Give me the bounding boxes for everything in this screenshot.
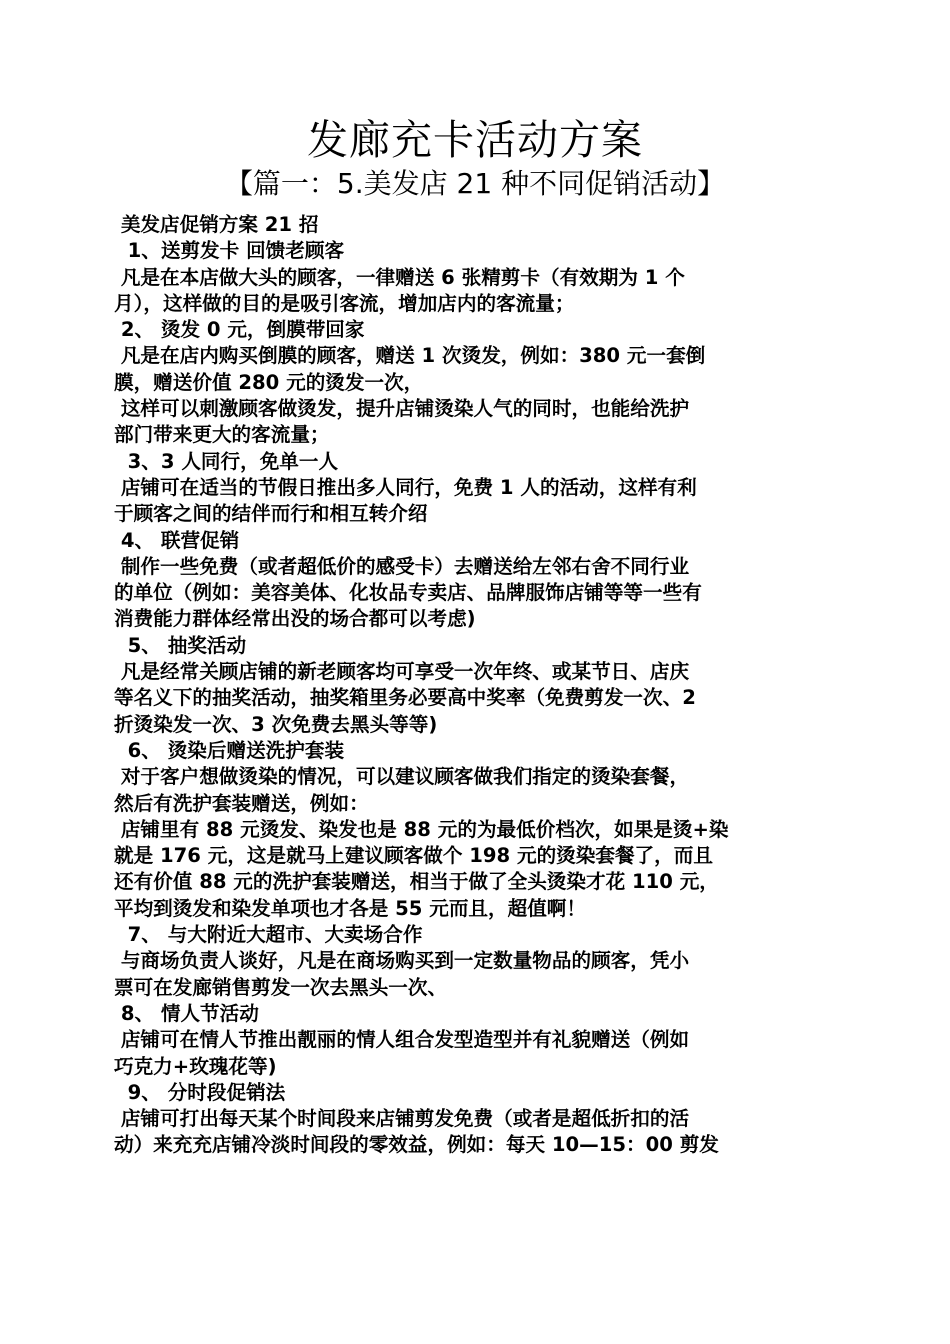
body-line: 巧克力+玫瑰花等)	[114, 1054, 277, 1078]
body-line: 凡是在店内购买倒膜的顾客，赠送 1 次烫发，例如：380 元一套倒	[114, 344, 706, 368]
body-line: 与商场负责人谈好，凡是在商场购买到一定数量物品的顾客，凭小	[114, 949, 690, 973]
body-line: 消费能力群体经常出没的场合都可以考虑)	[114, 607, 476, 631]
body-line: 1、送剪发卡 回馈老顾客	[114, 239, 345, 263]
body-line: 等名义下的抽奖活动，抽奖箱里务必要高中奖率（免费剪发一次、2	[114, 686, 696, 710]
body-line: 9、 分时段促销法	[114, 1080, 286, 1104]
body-line: 凡是在本店做大头的顾客，一律赠送 6 张精剪卡（有效期为 1 个	[114, 265, 685, 289]
body-line: 平均到烫发和染发单项也才各是 55 元而且，超值啊！	[114, 896, 586, 920]
body-line: 7、 与大附近大超市、大卖场合作	[114, 923, 423, 947]
document-subtitle: 【篇一：5.美发店 21 种不同促销活动】	[224, 167, 726, 200]
body-line: 膜，赠送价值 280 元的烫发一次，	[114, 370, 424, 394]
body-line: 票可在发廊销售剪发一次去黑头一次、	[114, 975, 448, 999]
document-title: 发廊充卡活动方案	[307, 116, 643, 164]
body-line: 3、3 人同行，免单一人	[114, 449, 339, 473]
body-line: 8、 情人节活动	[114, 1001, 259, 1025]
body-line: 4、 联营促销	[114, 528, 240, 552]
body-line: 这样可以刺激顾客做烫发，提升店铺烫染人气的同时，也能给洗护	[114, 397, 690, 421]
body-line: 对于客户想做烫染的情况，可以建议顾客做我们指定的烫染套餐，	[114, 765, 690, 789]
body-line: 折烫染发一次、3 次免费去黑头等等)	[114, 712, 438, 736]
body-line: 于顾客之间的结伴而行和相互转介绍	[114, 502, 428, 526]
body-line: 动）来充充店铺冷淡时间段的零效益，例如：每天 10—15：00 剪发	[114, 1133, 719, 1157]
body-line: 还有价值 88 元的洗护套装赠送，相当于做了全头烫染才花 110 元，	[114, 870, 719, 894]
body-line: 月），这样做的目的是吸引客流，增加店内的客流量；	[114, 291, 575, 315]
body-line: 5、 抽奖活动	[114, 633, 247, 657]
body-line: 店铺可在适当的节假日推出多人同行，免费 1 人的活动，这样有利	[114, 475, 697, 499]
body-line: 就是 176 元，这是就马上建议顾客做个 198 元的烫染套餐了，而且	[114, 844, 713, 868]
body-line: 凡是经常关顾店铺的新老顾客均可享受一次年终、或某节日、店庆	[114, 660, 690, 684]
body-line: 店铺里有 88 元烫发、染发也是 88 元的为最低价档次，如果是烫+染	[114, 817, 729, 841]
body-line: 2、 烫发 0 元，倒膜带回家	[114, 318, 365, 342]
body-line: 6、 烫染后赠送洗护套装	[114, 738, 345, 762]
document-body	[114, 212, 842, 1159]
body-line: 美发店促销方案 21 招	[114, 213, 319, 236]
body-line: 的单位（例如：美容美体、化妆品专卖店、品牌服饰店铺等等一些有	[114, 581, 702, 605]
body-line: 制作一些免费（或者超低价的感受卡）去赠送给左邻右舍不同行业	[114, 554, 690, 578]
body-line: 店铺可打出每天某个时间段来店铺剪发免费（或者是超低折扣的活	[114, 1107, 690, 1131]
body-line: 然后有洗护套装赠送，例如：	[114, 791, 369, 815]
body-line: 店铺可在情人节推出靓丽的情人组合发型造型并有礼貌赠送（例如	[114, 1028, 690, 1052]
body-line: 部门带来更大的客流量；	[114, 423, 330, 447]
